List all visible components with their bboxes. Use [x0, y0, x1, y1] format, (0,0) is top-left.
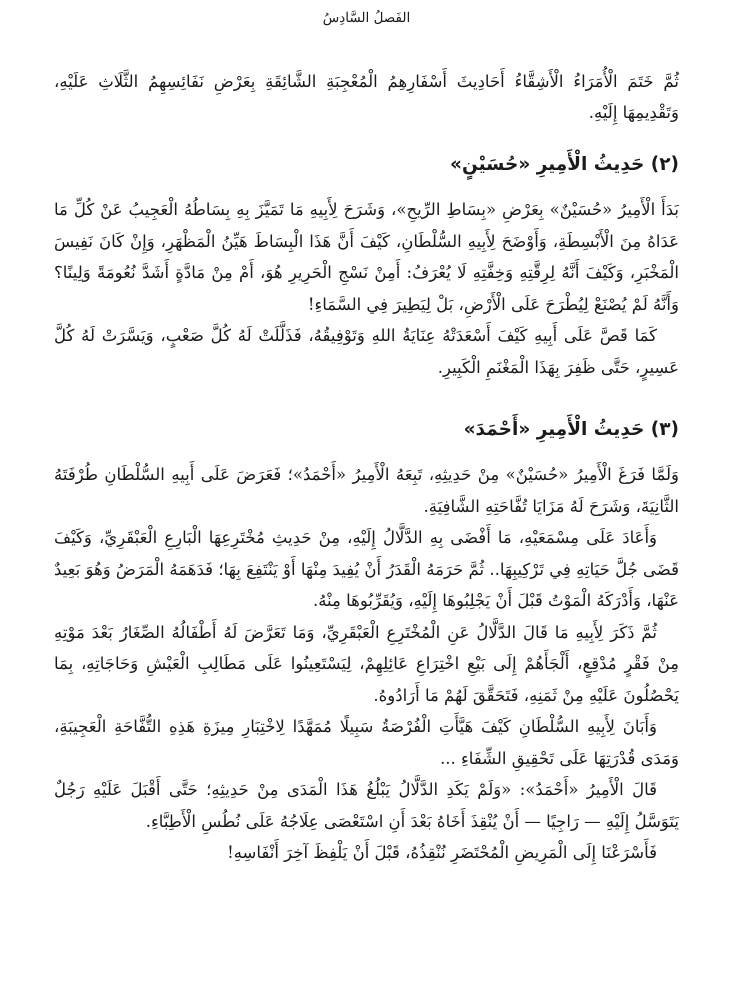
section-husain — [54, 150, 679, 383]
section-heading: (٣) حَدِيثُ الْأَمِيرِ «أَحْمَدَ» — [463, 419, 679, 440]
paragraph: وَأَبَانَ لِأَبِيهِ السُّلْطَانِ كَيْفَ هَيَّأَتِ الْفُرْصَةُ سَبِيلًا مُمَهَّدًا لِاخْتِبَارِ مِيزَةِ هَذِهِ التُّفَّاحَةِ الْعَجِيبَةِ، وَمَدَى قُدْرَتِهَا عَلَى تَحْقِيقِ الشِّفَاءِ ... — [54, 717, 679, 768]
chapter-header: الفَصلُ السَّادِسُ — [322, 10, 411, 26]
paragraph: فَأَسْرَعْنَا إِلَى الْمَرِيضِ الْمُحْتَضَرِ نُنْقِذُهُ، قَبْلَ أَنْ يَلْفِظَ آخِرَ أَنْفَاسِهِ! — [227, 843, 657, 862]
section-ahmad — [54, 415, 679, 869]
section-heading: (٢) حَدِيثُ الْأَمِيرِ «حُسَيْنٍ» — [450, 154, 679, 175]
paragraph: قَالَ الْأَمِيرُ «أَحْمَدُ»: «وَلَمْ يَكَدِ الدَّلَّالُ يَبْلُغُ هَذَا الْمَدَى مِنْ حَدِيثِهِ؛ حَتَّى أَقْبَلَ عَلَيْهِ رَجُلٌ يَتَوَسَّلُ إِلَيْهِ — رَاجِيًا — أَنْ يُنْقِذَ أَخَاهُ بَعْدَ أَنِ اسْتَعْصَى عِلَاجُهُ عَلَى نُطُسِ الْأَطِبَّاءِ. — [54, 780, 679, 831]
intro-paragraph: ثُمَّ خَتَمَ الْأُمَرَاءُ الْأَشِقَّاءُ أَحَادِيثَ أَسْفَارِهِمُ الْمُعْجِبَةِ الشَّائِقَةِ بِعَرْضِ نَفَائِسِهِمُ الثَّلَاثِ عَلَيْهِ، وَتَقْدِيمِهَا إِلَيْهِ. — [54, 72, 679, 122]
paragraph: وَلَمَّا فَرَغَ الْأَمِيرُ «حُسَيْنٌ» مِنْ حَدِيثِهِ، تَبِعَهُ الْأَمِيرُ «أَحْمَدُ»؛ فَعَرَضَ عَلَى أَبِيهِ السُّلْطَانِ طُرْفَتَهُ الثَّانِيَةَ، وَشَرَحَ لَهُ مَزَايَا تُفَّاحَتِهِ الشَّافِيَةِ. — [54, 465, 679, 516]
paragraph: وَأَعَادَ عَلَى مِسْمَعَيْهِ، مَا أَفْضَى بِهِ الدَّلَّالُ إِلَيْهِ، مِنْ حَدِيثِ مُخْتَرِعِهَا الْبَارِعِ الْعَبْقَرِيِّ، وَكَيْفَ قَضَى جُلَّ حَيَاتِهِ فِي تَرْكِيبِهَا.. ثُمَّ حَرَمَهُ الْقَدَرُ أَنْ يُفِيدَ مِنْهَا أَوْ يَنْتَفِعَ بِهَا؛ فَدَهَمَهُ الْمَرَضُ وَهُوَ بَعِيدٌ عَنْهَا، وَأَدْرَكَهُ الْمَوْتُ قَبْلَ أَنْ يَجْلِبُوهَا إِلَيْهِ، وَيُقَرِّبُوهَا مِنْهُ. — [54, 528, 679, 610]
paragraph: ثُمَّ ذَكَرَ لِأَبِيهِ مَا قَالَ الدَّلَّالُ عَنِ الْمُخْتَرِعِ الْعَبْقَرِيِّ، وَمَا تَعَرَّضَ لَهُ أَطْفَالُهُ الصِّغَارُ بَعْدَ مَوْتِهِ مِنْ فَقْرٍ مُدْقِعٍ، أَلْجَأَهُمْ إِلَى بَيْعِ اخْتِرَاعِ عَائِلِهِمْ، لِيَسْتَعِينُوا عَلَى مَطَالِبِ الْعَيْشِ وَحَاجَاتِهِ، بِمَا يَحْصُلُونَ عَلَيْهِ مِنْ ثَمَنِهِ، فَتَحَقَّقَ لَهُمْ مَا أَرَادُوهُ. — [54, 622, 679, 705]
paragraph: كَمَا قَصَّ عَلَى أَبِيهِ كَيْفَ أَسْعَدَتْهُ عِنَايَةُ اللهِ وَتَوْفِيقُهُ، فَذَلَّلَتْ لَهُ كُلَّ صَعْبٍ، وَيَسَّرَتْ لَهُ كُلَّ عَسِيرٍ، حَتَّى ظَفِرَ بِهَذَا الْمَغْنَمِ الْكَبِيرِ. — [54, 326, 679, 377]
paragraph: بَدَأَ الْأَمِيرُ «حُسَيْنٌ» بِعَرْضِ «بِسَاطِ الرِّيحِ»، وَشَرَحَ لِأَبِيهِ مَا تَمَيَّزَ بِهِ بِسَاطُهُ الْعَجِيبُ عَنْ كُلِّ مَا عَدَاهُ مِنَ الْأَبْسِطَةِ، وَأَوْضَحَ لِأَبِيهِ السُّلْطَانِ، كَيْفَ أَنَّ هَذَا الْبِسَاطَ هَيِّنُ الْمَظْهَرِ، وَإِنْ كَانَ نَفِيسَ الْمَخْبَرِ، وَكَيْفَ أَنَّهُ لِرِقَّتِهِ وَخِفَّتِهِ لَا يُعْرَفُ: أَمِنْ نَسْجِ الْحَرِيرِ هُوَ، أَمْ مِنْ مَادَّةٍ أَشَدَّ نُعُومَةً وَلِينًا؟ وَأَنَّهُ لَمْ يُصْنَعْ لِيُطْرَحَ عَلَى الْأَرْضِ، بَلْ لِيَطِيرَ فِي السَّمَاءِ! — [54, 200, 679, 314]
